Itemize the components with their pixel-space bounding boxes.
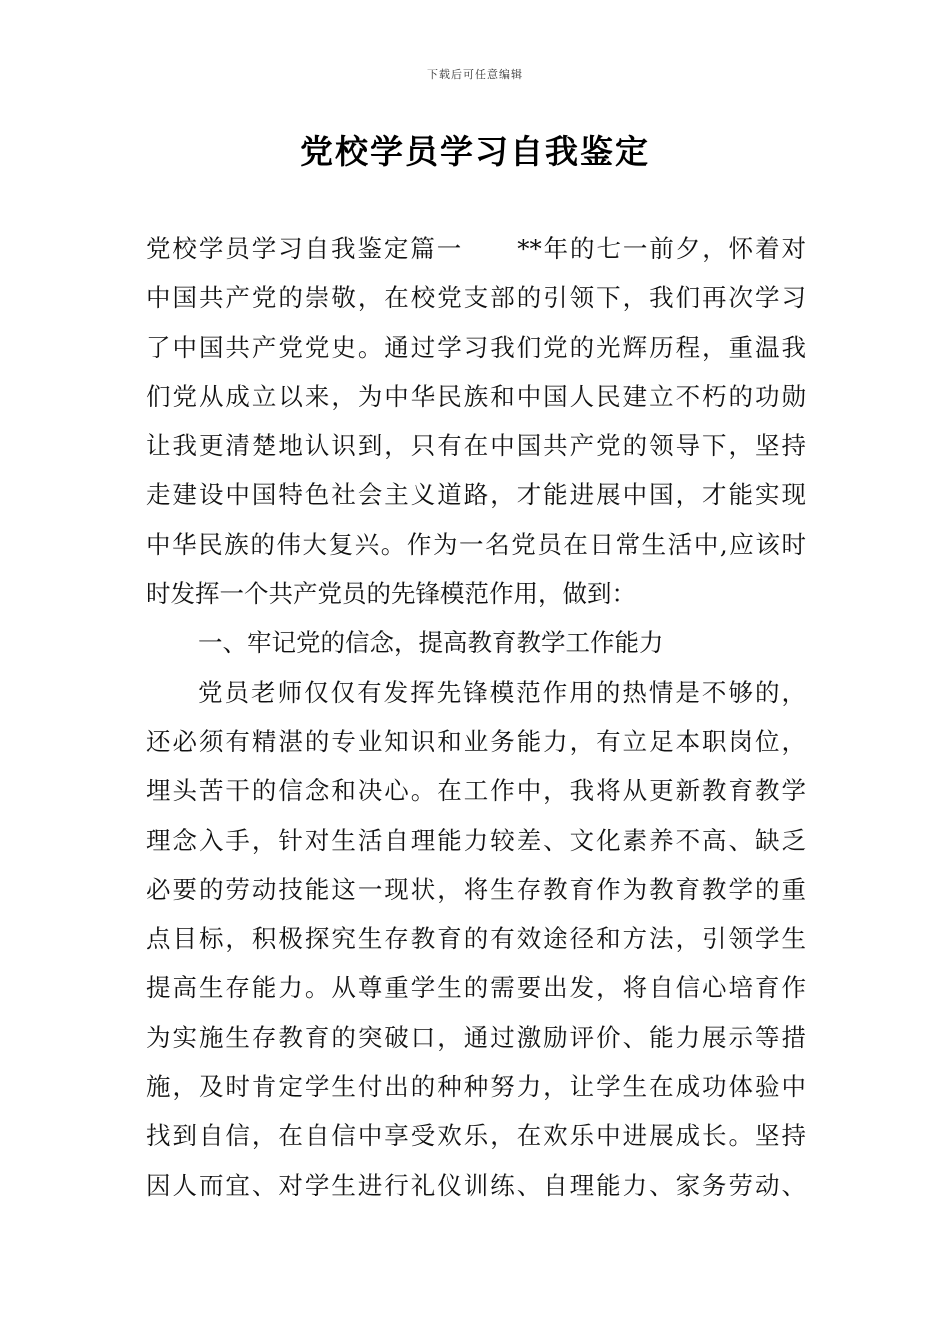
paragraph2-first-line: 党员老师仅仅有发挥先锋模范作用的热情是不够的， <box>198 677 806 707</box>
intro-line: 中国共产党的崇敬，在校党支部的引领下，我们再次学习 <box>146 283 806 313</box>
intro-first-line <box>146 224 806 273</box>
paragraph2-line: 必要的劳动技能这一现状，将生存教育作为教育教学的重 <box>146 874 806 904</box>
intro-first-line-rest: **年的七一前夕，怀着对 <box>517 234 806 263</box>
section-heading: 一、牢记党的信念，提高教育教学工作能力 <box>198 628 664 658</box>
intro-line: 中华民族的伟大复兴。作为一名党员在日常生活中,应该时 <box>146 529 806 559</box>
intro-label: 党校学员学习自我鉴定篇一 <box>146 234 464 263</box>
intro-line: 走建设中国特色社会主义道路，才能进展中国，才能实现 <box>146 480 806 510</box>
intro-line: 了中国共产党党史。通过学习我们党的光辉历程，重温我 <box>146 332 806 362</box>
document-body <box>146 224 806 1210</box>
paragraph2-line: 施，及时肯定学生付出的种种努力，让学生在成功体验中 <box>146 1072 806 1102</box>
paragraph2-line: 还必须有精湛的专业知识和业务能力，有立足本职岗位， <box>146 726 806 756</box>
paragraph2-line: 找到自信，在自信中享受欢乐，在欢乐中进展成长。坚持 <box>146 1121 806 1151</box>
paragraph2-line: 因人而宜、对学生进行礼仪训练、自理能力、家务劳动、 <box>146 1170 806 1200</box>
paragraph2-line: 为实施生存教育的突破口，通过激励评价、能力展示等措 <box>146 1022 806 1052</box>
header-note: 下载后可任意编辑 <box>427 68 523 81</box>
intro-line: 让我更清楚地认识到，只有在中国共产党的领导下，坚持 <box>146 431 806 461</box>
paragraph2-line: 点目标，积极探究生存教育的有效途径和方法，引领学生 <box>146 924 806 954</box>
paragraph2-line: 理念入手，针对生活自理能力较差、文化素养不高、缺乏 <box>146 825 806 855</box>
intro-line: 们党从成立以来，为中华民族和中国人民建立不朽的功勋 <box>146 381 806 411</box>
document-title: 党校学员学习自我鉴定 <box>300 132 650 171</box>
paragraph2-line: 提高生存能力。从尊重学生的需要出发，将自信心培育作 <box>146 973 806 1003</box>
intro-line: 时发挥一个共产党员的先锋模范作用，做到： <box>146 579 636 609</box>
paragraph2-line: 埋头苦干的信念和决心。在工作中，我将从更新教育教学 <box>146 776 806 806</box>
